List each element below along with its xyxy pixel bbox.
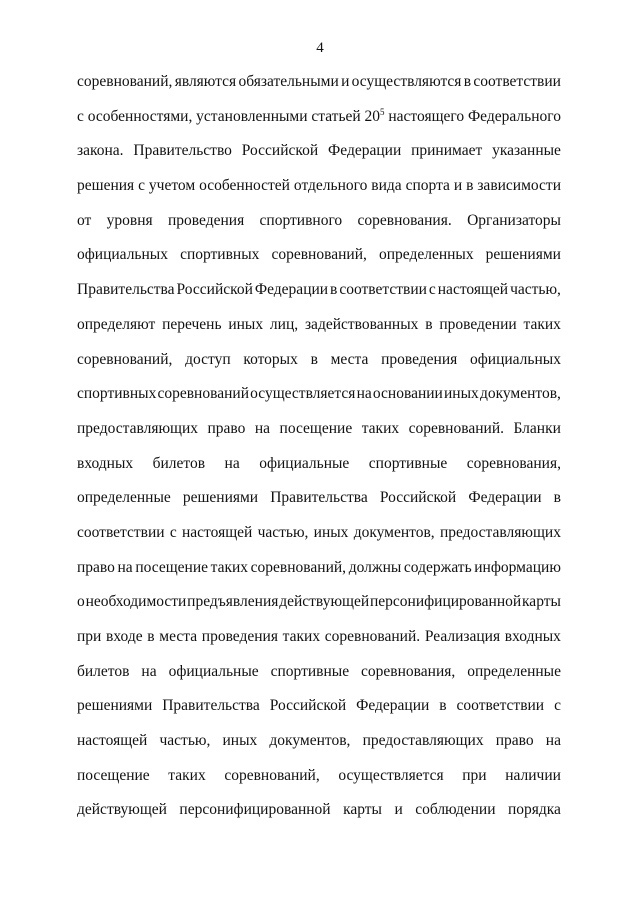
text-word: частью, <box>510 281 561 299</box>
text-line <box>77 764 561 799</box>
text-word: билетов <box>77 662 130 680</box>
text-word: документов, <box>353 523 435 541</box>
text-word: определенных <box>378 246 474 264</box>
text-word: карты <box>343 801 382 819</box>
text-word: содержать <box>403 558 472 576</box>
text-word: таких <box>282 628 321 645</box>
text-word: соблюдении <box>415 801 496 819</box>
text-word: соревнования. <box>357 211 452 229</box>
text-word: соревнований. <box>324 628 421 645</box>
text-word: входных <box>504 628 561 645</box>
text-word: определяют <box>77 315 156 333</box>
text-line <box>77 209 561 244</box>
text-word: особенностей <box>199 177 290 195</box>
text-word: право <box>207 419 246 437</box>
text-word: от <box>77 211 92 229</box>
text-word: на <box>356 385 372 403</box>
text-word: входе <box>106 628 143 645</box>
text-word: в <box>330 281 338 299</box>
text-word: Российской <box>176 281 253 299</box>
text-word: определенные <box>467 662 561 680</box>
text-word: с <box>428 281 436 299</box>
text-word: предоставляющих <box>362 732 484 750</box>
text-word: входных <box>77 454 134 472</box>
text-word: о <box>77 593 85 611</box>
text-word: и <box>341 73 350 90</box>
text-word: документов, <box>479 385 561 403</box>
text-word: проведения <box>381 350 458 368</box>
text-word: в <box>147 628 155 645</box>
text-word: перечень <box>162 315 222 333</box>
text-word: спортивного <box>259 211 343 229</box>
text-line <box>77 486 561 521</box>
text-word: необходимости <box>85 593 187 611</box>
text-line <box>77 348 561 383</box>
text-word: настоящего <box>388 107 465 125</box>
text-word: $20^5$ <box>364 106 385 125</box>
text-word: соответствии <box>456 697 545 715</box>
text-word: зависимости <box>477 177 561 195</box>
text-word: спортивные <box>270 662 350 680</box>
text-word: проведения <box>168 211 245 229</box>
text-line <box>77 70 561 105</box>
text-word: иных <box>444 385 479 403</box>
text-word: с <box>169 523 177 541</box>
text-line <box>77 729 561 764</box>
text-line <box>77 382 561 417</box>
text-word: частью, <box>257 523 309 541</box>
text-word: указанные <box>492 142 561 160</box>
text-word: Российской <box>379 489 457 507</box>
text-word: предоставляющих <box>439 523 561 541</box>
text-word: спортивных <box>77 385 157 403</box>
text-line <box>77 660 561 695</box>
text-word: с <box>77 107 84 125</box>
text-word: установленными <box>196 107 308 125</box>
text-line <box>77 139 561 174</box>
text-word: должны <box>348 558 402 576</box>
text-word: в <box>463 73 472 90</box>
text-word: места <box>330 350 369 368</box>
text-word: учетом <box>148 177 196 195</box>
text-word: иных <box>222 732 258 750</box>
text-word: карты <box>522 593 561 611</box>
text-word: соревнования, <box>466 454 561 472</box>
text-word: на <box>117 558 133 576</box>
text-word: посещение <box>77 766 150 784</box>
text-word: решения <box>77 177 135 195</box>
text-word: предъявления <box>187 593 279 611</box>
text-word: порядка <box>507 801 561 819</box>
text-line <box>77 556 561 591</box>
text-word: решениями <box>485 246 561 264</box>
text-word: места <box>159 628 198 645</box>
text-word: официальные <box>259 454 350 472</box>
text-word: статьей <box>311 107 361 125</box>
text-word: в <box>310 350 318 368</box>
text-word: таких <box>523 315 561 333</box>
text-word: уровня <box>106 211 153 229</box>
text-word: иных <box>313 523 349 541</box>
text-line <box>77 105 561 140</box>
text-word: основании <box>372 385 443 403</box>
text-word: на <box>224 454 240 472</box>
text-word: соревнований, <box>250 558 347 576</box>
text-word: особенностями, <box>87 107 193 125</box>
text-word: соревнований, <box>271 246 367 264</box>
text-word: осуществляется <box>250 385 356 403</box>
text-line <box>77 625 561 660</box>
text-word: соответствии <box>77 523 165 541</box>
text-word: настоящей <box>437 281 509 299</box>
text-word: частью, <box>159 732 211 750</box>
text-word: право <box>77 558 115 576</box>
text-word: в <box>553 489 561 507</box>
text-word: осуществляются <box>351 73 462 90</box>
text-line <box>77 452 561 487</box>
text-word: при <box>77 628 102 645</box>
text-word: принимает <box>411 142 483 160</box>
text-word: доступ <box>185 350 231 368</box>
text-word: в <box>425 315 433 333</box>
text-word: соответствии <box>339 281 427 299</box>
text-word: информацию <box>474 558 561 576</box>
text-word: соревнований, <box>224 766 320 784</box>
text-word: Российской <box>241 142 319 160</box>
text-line <box>77 313 561 348</box>
text-word: персонифицированной <box>369 593 522 611</box>
text-word: определенные <box>77 489 171 507</box>
text-word: при <box>462 766 487 784</box>
text-word: иных <box>228 315 264 333</box>
text-word: таких <box>361 419 400 437</box>
text-word: Правительство <box>133 142 232 160</box>
text-line <box>77 694 561 729</box>
text-word: осуществляется <box>338 766 444 784</box>
text-line <box>77 798 561 833</box>
text-word: Организаторы <box>467 211 561 229</box>
text-word: посещение <box>135 558 208 576</box>
text-word: закона. <box>77 142 124 160</box>
text-word: соревнований, <box>77 350 173 368</box>
text-line <box>77 278 561 313</box>
text-word: соответствии <box>473 73 561 90</box>
text-word: Реализация <box>424 628 501 645</box>
text-word: официальные <box>168 662 259 680</box>
text-word: с <box>138 177 145 195</box>
text-word: на <box>545 732 561 750</box>
text-word: на <box>254 419 271 437</box>
text-word: соревнования, <box>361 662 456 680</box>
text-word: посещение <box>279 419 353 437</box>
text-word: предоставляющих <box>77 419 199 437</box>
text-word: и <box>453 177 463 195</box>
text-word: задействованных <box>304 315 419 333</box>
text-word: Федерации <box>254 281 329 299</box>
text-word: спорта <box>405 177 450 195</box>
text-word: соревнований <box>157 385 249 403</box>
text-word: Федерации <box>356 697 430 715</box>
text-word: которых <box>243 350 298 368</box>
text-line <box>77 243 561 278</box>
text-word: действующей <box>77 801 167 819</box>
text-word: действующей <box>279 593 370 611</box>
text-word: проведения <box>201 628 278 645</box>
page-number: 4 <box>316 40 324 56</box>
text-word: Федерации <box>468 489 542 507</box>
text-word: таких <box>168 766 206 784</box>
text-word: Федерации <box>328 142 402 160</box>
text-word: и <box>394 801 403 819</box>
text-word: Бланки <box>513 419 561 437</box>
text-word: Правительства <box>162 697 260 715</box>
text-word: наличии <box>505 766 561 784</box>
text-line <box>77 590 561 625</box>
text-word: в <box>439 697 447 715</box>
text-word: соревнований. <box>408 419 504 437</box>
text-word: Правительства <box>77 281 175 299</box>
text-word: в <box>466 177 474 195</box>
text-word: на <box>141 662 157 680</box>
text-word: являются <box>174 73 237 90</box>
text-word: спортивные <box>368 454 448 472</box>
text-word: официальных <box>469 350 561 368</box>
text-line <box>77 174 561 209</box>
text-word: персонифицированной <box>179 801 331 819</box>
text-word: Федерального <box>467 107 561 125</box>
text-word: настоящей <box>181 523 253 541</box>
text-word: официальных <box>77 246 168 264</box>
text-word: проведении <box>439 315 517 333</box>
text-word: Российской <box>269 697 347 715</box>
text-word: спортивных <box>180 246 260 264</box>
text-word: Правительства <box>270 489 368 507</box>
text-word: отдельного <box>293 177 368 195</box>
text-word: решениями <box>182 489 259 507</box>
text-word: билетов <box>152 454 206 472</box>
text-word: таких <box>210 558 249 576</box>
text-line <box>77 417 561 452</box>
text-line <box>77 521 561 556</box>
text-word: право <box>495 732 534 750</box>
text-word: документов, <box>269 732 351 750</box>
text-word: решениями <box>77 697 153 715</box>
text-word: лиц, <box>269 315 299 333</box>
document-body-text <box>77 70 561 833</box>
text-word: настоящей <box>77 732 148 750</box>
text-word: с <box>554 697 561 715</box>
text-word: вида <box>371 177 402 195</box>
text-word: соревнований, <box>77 73 173 90</box>
text-word: обязательными <box>238 73 339 90</box>
